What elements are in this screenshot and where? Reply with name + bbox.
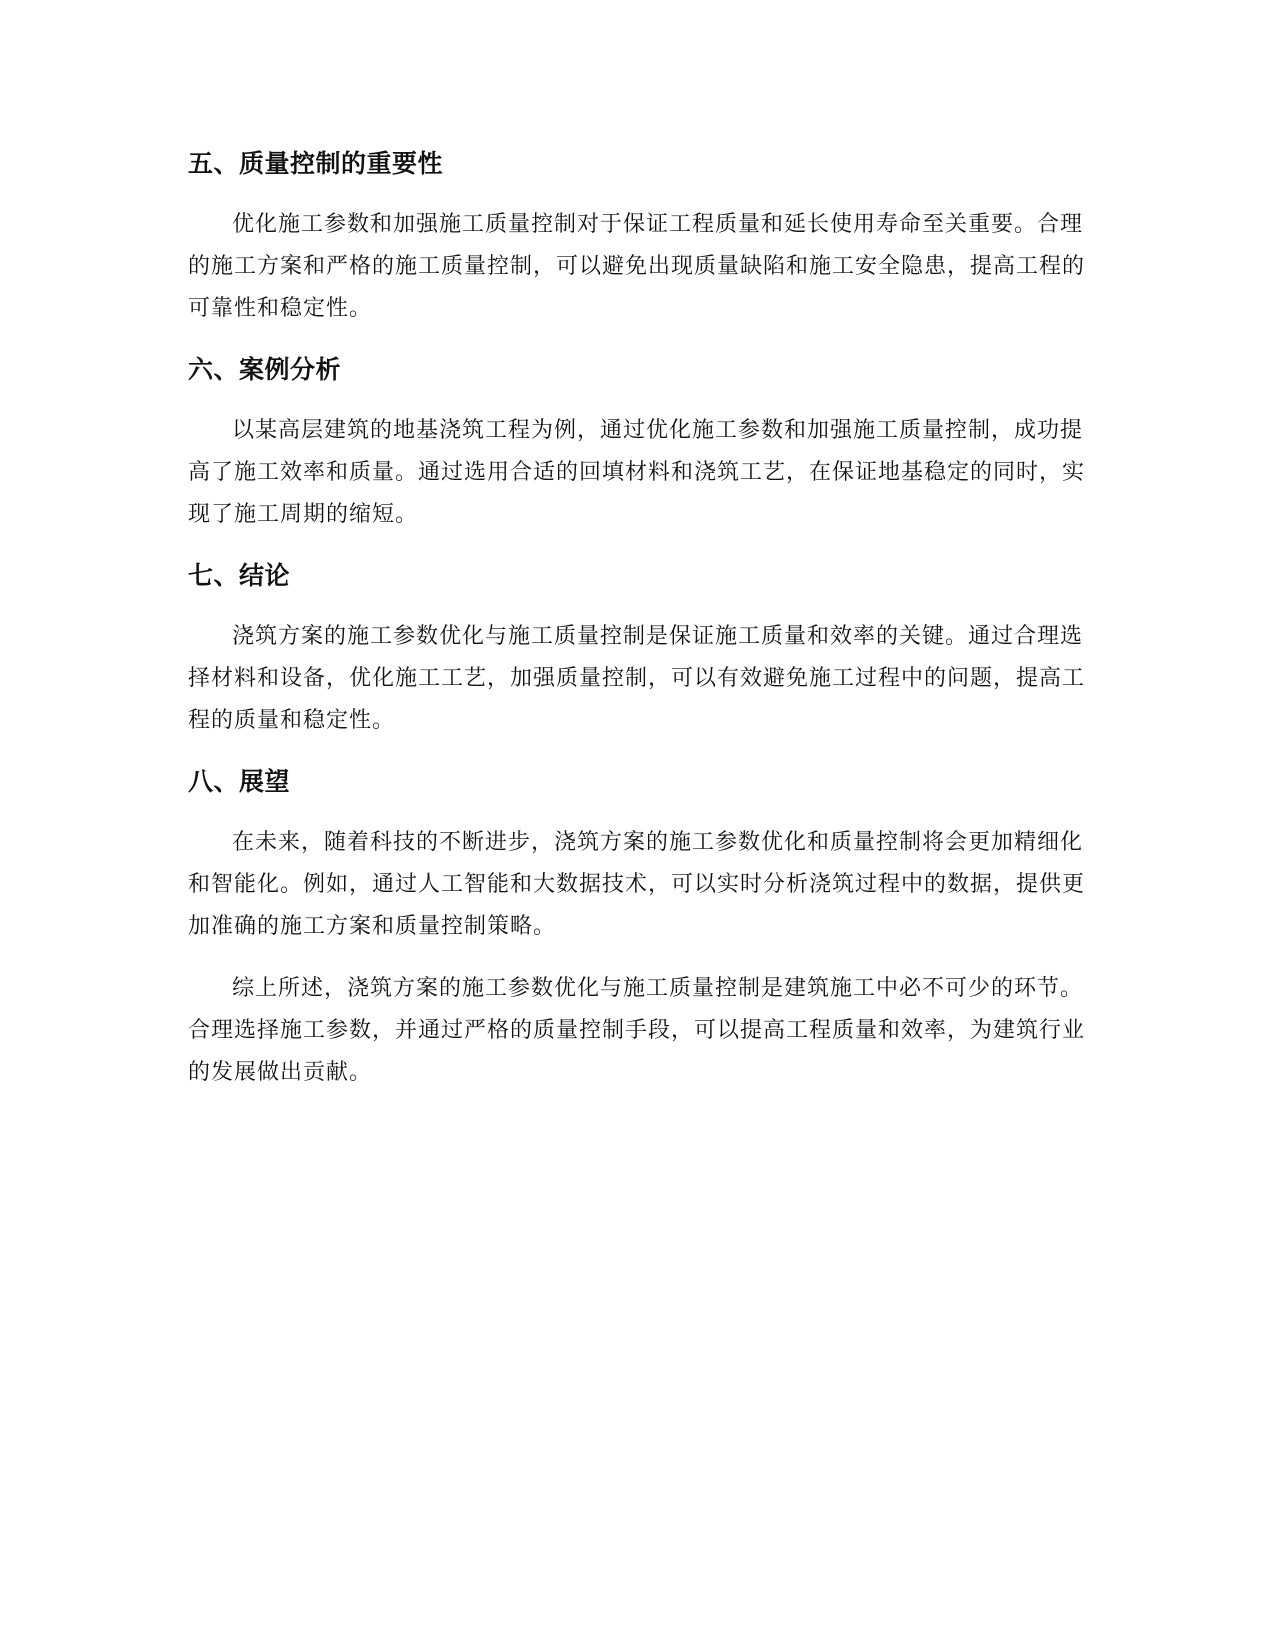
section-heading-quality-importance: 五、质量控制的重要性 — [188, 149, 444, 178]
paragraph-case-study: 以某高层建筑的地基浇筑工程为例，通过优化施工参数和加强施工质量控制，成功提高了施工效率和质量。通过选用合适的回填材料和浇筑工艺，在保证地基稳定的同时，实现了施工周期的缩短。 — [188, 418, 1086, 527]
section-heading-case-study: 六、案例分析 — [188, 355, 342, 384]
section-heading-conclusion: 七、结论 — [188, 561, 291, 590]
paragraph-summary: 综上所述，浇筑方案的施工参数优化与施工质量控制是建筑施工中必不可少的环节。合理选择施工参数，并通过严格的质量控制手段，可以提高工程质量和效率，为建筑行业的发展做出贡献。 — [188, 976, 1086, 1085]
paragraph-outlook: 在未来，随着科技的不断进步，浇筑方案的施工参数优化和质量控制将会更加精细化和智能化。例如，通过人工智能和大数据技术，可以实时分析浇筑过程中的数据，提供更加准确的施工方案和质量控制策略。 — [188, 830, 1086, 939]
paragraph-quality-importance: 优化施工参数和加强施工质量控制对于保证工程质量和延长使用寿命至关重要。合理的施工方案和严格的施工质量控制，可以避免出现质量缺陷和施工安全隐患，提高工程的可靠性和稳定性。 — [188, 212, 1086, 321]
document-body — [188, 146, 1088, 1094]
section-heading-outlook: 八、展望 — [188, 767, 291, 796]
paragraph-conclusion: 浇筑方案的施工参数优化与施工质量控制是保证施工质量和效率的关键。通过合理选择材料和设备，优化施工工艺，加强质量控制，可以有效避免施工过程中的问题，提高工程的质量和稳定性。 — [188, 624, 1086, 733]
